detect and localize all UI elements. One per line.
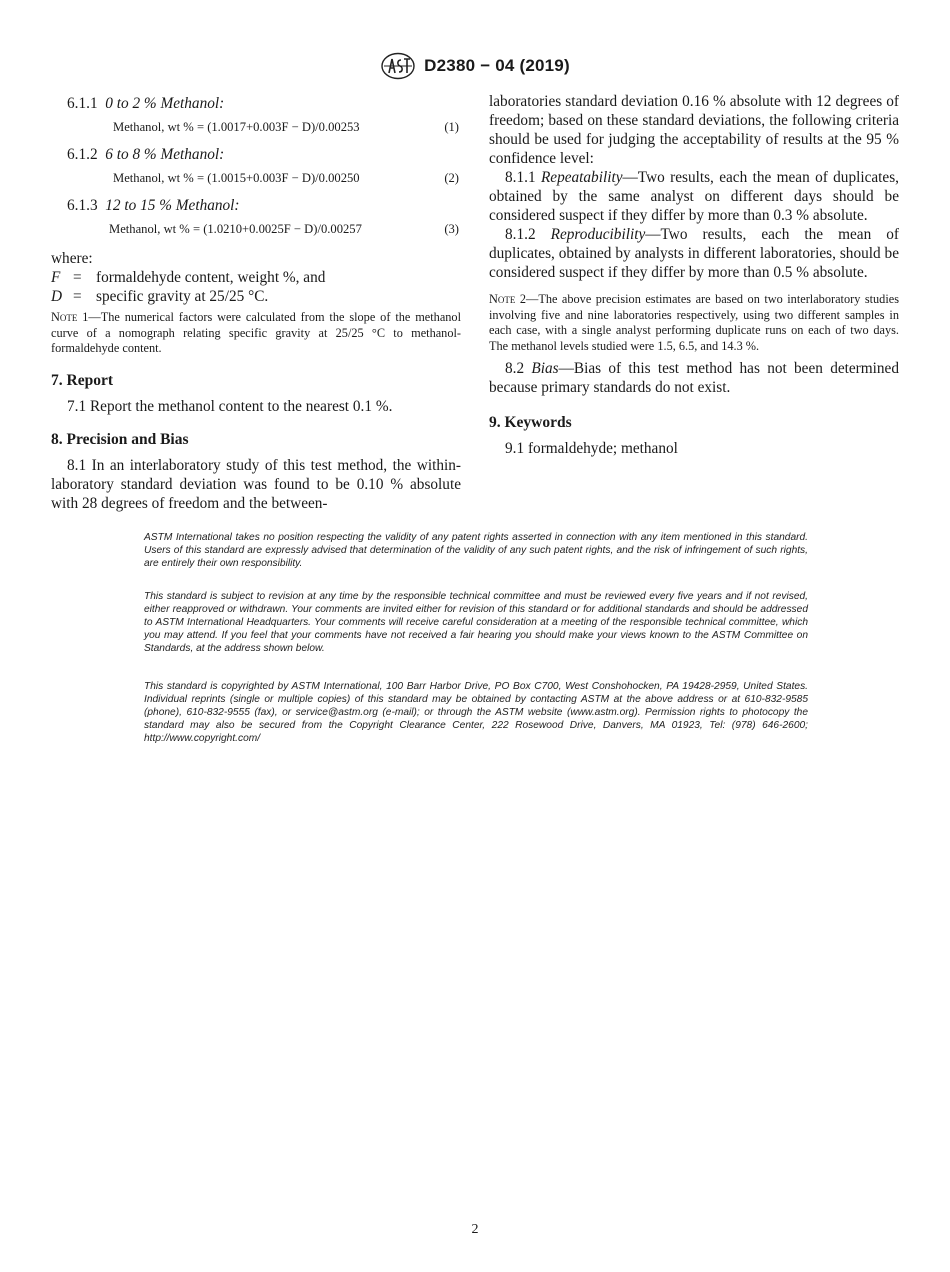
definition-d: D = specific gravity at 25/25 °C. <box>51 288 269 305</box>
right-column <box>489 92 899 458</box>
paragraph-8-1-continued: laboratories standard deviation 0.16 % absolute with 12 degrees of freedom; based on these standard deviations, the following criteria should be used for judging the acceptability of results at the 95 % confidence level: <box>489 93 899 167</box>
equation-2 <box>51 169 461 188</box>
astm-logo-icon <box>380 52 416 80</box>
equation-1 <box>51 118 461 137</box>
equation-3-expression: Methanol, wt % = (1.0210+0.0025F − D)/0.00257 <box>109 222 362 236</box>
standard-designation: D2380 − 04 (2019) <box>424 56 570 75</box>
paragraph-8-2: 8.2 Bias—Bias of this test method has not been determined because primary standards do not exist. <box>489 360 899 396</box>
section-6-1-3: 6.1.3 12 to 15 % Methanol: <box>67 197 240 214</box>
paragraph-8-1: 8.1 In an interlaboratory study of this test method, the within-laboratory standard deviation was found to be 0.10 % absolute with 28 degrees of freedom and the between- <box>51 456 461 512</box>
legal-copyright-notice: This standard is copyrighted by ASTM International, 100 Barr Harbor Drive, PO Box C700, West Conshohocken, PA 19428-2959, United States. Individual reprints (single or multiple copies) of this standard may be obtained by contacting ASTM at the above address or at 610-832-9585 (phone), 610-832-9555 (fax), or service@astm.org (e-mail); or through the ASTM website (www.astm.org). Permission rights to photocopy the standard may also be secured from the Copyright Clearance Center, 222 Rosewood Drive, Danvers, MA 01923, Tel: (978) 646-2600; http://www.copyright.com/ <box>144 681 808 744</box>
paragraph-9-1: 9.1 formaldehyde; methanol <box>505 440 678 457</box>
left-column <box>51 92 461 513</box>
legal-patent-notice: ASTM International takes no position respecting the validity of any patent rights asserted in connection with any item mentioned in this standard. Users of this standard are expressly advised that determination of the validity of any such patent rights, and the risk of infringement of such rights, are entirely their own responsibility. <box>144 532 808 569</box>
paragraph-7-1: 7.1 Report the methanol content to the nearest 0.1 %. <box>67 397 393 415</box>
equation-3 <box>51 220 461 239</box>
bias-term: Bias <box>531 360 559 377</box>
section-7-heading: 7. Report <box>51 371 113 389</box>
paragraph-8-1-1: 8.1.1 Repeatability—Two results, each the mean of duplicates, obtained by the same analyst on different days should be considered suspect if they differ by more than 0.3 % absolute. <box>489 169 899 224</box>
section-6-1-3-title: 12 to 15 % Methanol: <box>105 197 240 214</box>
equation-1-expression: Methanol, wt % = (1.0017+0.003F − D)/0.00253 <box>113 120 360 134</box>
section-6-1-1-title: 0 to 2 % Methanol: <box>105 95 225 112</box>
note-1 <box>51 310 461 357</box>
where-label: where: <box>51 250 93 267</box>
note-2-text: —The above precision estimates are based on two interlaboratory studies involving five and nine laboratories respectively, using two different samples in each case, with a single analyst performing duplicate runs on each of two days. The methanol levels studied were 1.5, 6.5, and 14.3 %. <box>489 292 899 353</box>
section-8-heading: 8. Precision and Bias <box>51 430 189 448</box>
note-2-label: Note 2 <box>489 292 527 306</box>
paragraph-8-1-2: 8.1.2 Reproducibility—Two results, each the mean of duplicates, obtained by analysts in different laboratories, should be considered suspect if they differ by more than 0.5 % absolute. <box>489 226 899 281</box>
definition-f: F = formaldehyde content, weight %, and <box>51 269 326 286</box>
equation-1-number: (1) <box>444 120 459 134</box>
legal-revision-notice: This standard is subject to revision at any time by the responsible technical committee and must be reviewed every five years and if not revised, either reapproved or withdrawn. Your comments are invited either for revision of this standard or for additional standards and should be addressed to ASTM International Headquarters. Your comments will receive careful consideration at a meeting of the responsible technical committee, which you may attend. If you feel that your comments have not received a fair hearing you should make your views known to the ASTM Committee on Standards, at the address shown below. <box>144 591 808 654</box>
page-number: 2 <box>471 1222 479 1237</box>
repeatability-term: Repeatability <box>540 169 623 186</box>
section-6-1-1: 6.1.1 0 to 2 % Methanol: <box>67 95 225 112</box>
section-6-1-2: 6.1.2 6 to 8 % Methanol: <box>67 146 225 163</box>
note-2 <box>489 292 899 354</box>
reproducibility-term: Reproducibility <box>550 226 646 243</box>
equation-3-number: (3) <box>444 222 459 236</box>
equation-2-number: (2) <box>444 171 459 185</box>
note-1-label: Note 1 <box>51 310 89 324</box>
section-9-heading: 9. Keywords <box>489 414 572 431</box>
note-1-text: —The numerical factors were calculated from the slope of the methanol curve of a nomograph relating specific gravity at 25/25 °C to methanol-formaldehyde content. <box>51 310 461 355</box>
page-header <box>0 52 950 85</box>
section-6-1-2-title: 6 to 8 % Methanol: <box>105 146 225 163</box>
equation-2-expression: Methanol, wt % = (1.0015+0.003F − D)/0.00250 <box>113 171 360 185</box>
